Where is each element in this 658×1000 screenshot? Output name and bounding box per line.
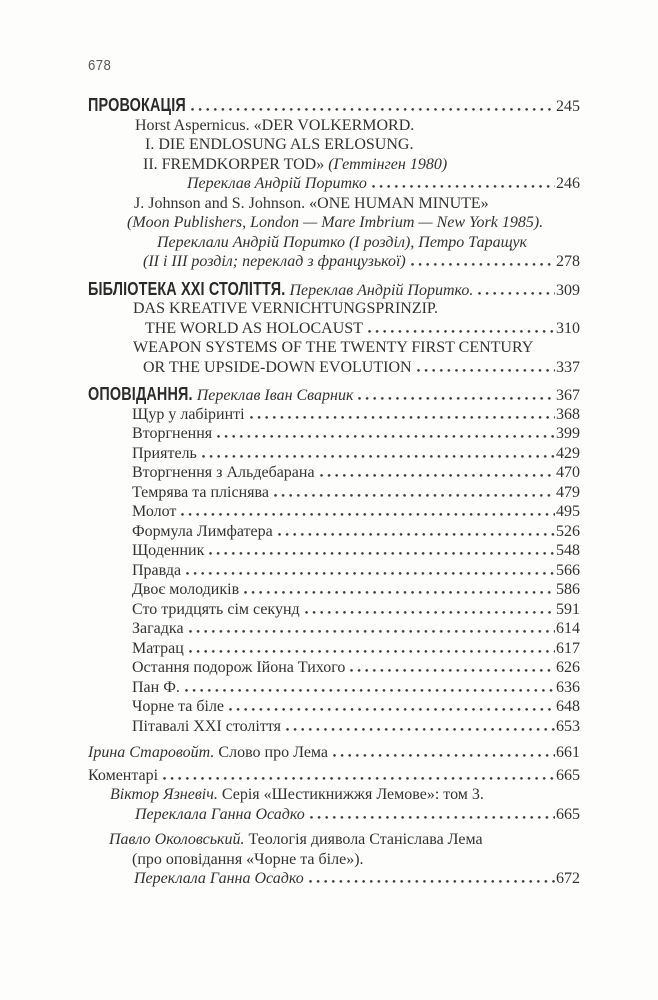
toc-heading-text: ОПОВІДАННЯ. <box>88 384 193 404</box>
toc-entry <box>132 639 184 659</box>
dot-leader <box>305 609 555 614</box>
toc-entry <box>132 541 204 561</box>
table-of-contents <box>88 96 580 889</box>
toc-row <box>88 194 580 214</box>
toc-page-number: 470 <box>556 464 580 481</box>
toc-row <box>88 541 580 561</box>
toc-entry <box>132 619 184 639</box>
toc-entry-text: Чорне та біле <box>132 698 225 715</box>
dot-leader <box>181 511 555 516</box>
toc-entry-text: Переклали Андрій Поритко (І розділ), Петро Таращук <box>157 233 528 251</box>
toc-entry <box>132 658 345 678</box>
toc-row <box>88 299 580 319</box>
toc-page-number: 246 <box>556 175 580 192</box>
toc-row <box>88 252 580 272</box>
dot-leader <box>309 878 555 883</box>
toc-entry <box>143 252 406 272</box>
toc-row <box>88 280 580 300</box>
dot-leader <box>286 726 555 731</box>
toc-entry <box>135 116 414 136</box>
toc-entry-text: Щур у лабіринті <box>132 405 245 423</box>
toc-entry <box>109 830 483 850</box>
toc-entry <box>132 444 197 464</box>
toc-entry-text: OR THE UPSIDE-DOWN EVOLUTION <box>143 358 412 376</box>
toc-entry <box>132 580 239 600</box>
toc-entry <box>187 174 367 194</box>
toc-entry-text: Переклав Андрій Поритко <box>187 175 367 192</box>
toc-page-number: 566 <box>556 561 580 579</box>
toc-entry-text: Щоденник <box>132 542 205 559</box>
toc-page-number: 591 <box>556 600 580 618</box>
toc-page-number: 495 <box>556 503 580 520</box>
toc-entry <box>133 338 533 358</box>
toc-entry-text: Загадка <box>132 620 184 637</box>
dot-leader <box>189 628 555 633</box>
toc-row <box>88 619 580 639</box>
toc-page-number: 278 <box>556 253 580 270</box>
toc-entry-text: (Moon Publishers, London — Mare Imbrium — New York 1985). <box>127 214 544 231</box>
toc-row <box>88 424 580 444</box>
toc-entry <box>88 96 186 117</box>
toc-entry-text: Теологія диявола Станіслава Лема <box>244 831 483 848</box>
dot-leader <box>191 106 555 111</box>
toc-entry-text: Переклала Ганна Осадко <box>135 805 305 823</box>
toc-entry <box>132 502 176 522</box>
toc-row <box>88 766 580 786</box>
toc-row <box>88 561 580 581</box>
toc-entry <box>157 233 527 253</box>
dot-leader <box>358 395 555 400</box>
toc-page-number: 337 <box>556 358 580 376</box>
toc-page-number: 310 <box>556 319 580 337</box>
dot-leader <box>411 261 555 266</box>
toc-page-number: 614 <box>556 620 580 637</box>
toc-row <box>88 830 580 850</box>
dot-leader <box>186 570 555 575</box>
toc-page-number: 626 <box>556 659 580 676</box>
toc-row <box>88 580 580 600</box>
toc-entry-text: Матрац <box>132 639 184 657</box>
toc-row <box>88 135 580 155</box>
toc-entry-text: Вторгнення з Альдебарана <box>132 464 315 481</box>
toc-page-number: 479 <box>556 483 580 501</box>
toc-entry-text: Молот <box>132 503 177 520</box>
dot-leader <box>278 531 555 536</box>
dot-leader <box>372 183 555 188</box>
toc-heading-text: БІБЛІОТЕКА XXI СТОЛІТТЯ. <box>88 278 286 299</box>
toc-row <box>88 174 580 194</box>
toc-row <box>88 405 580 425</box>
toc-entry-text: Формула Лимфатера <box>132 522 273 540</box>
toc-entry <box>132 483 269 503</box>
toc-entry-text: Коментарі <box>88 766 159 784</box>
toc-page-number: 617 <box>556 639 580 657</box>
toc-page-number: 665 <box>556 766 580 784</box>
toc-entry <box>110 785 484 805</box>
toc-entry-text: J. Johnson and S. Johnson. «ONE HUMAN MINUTE» <box>134 194 489 212</box>
toc-page-number: 367 <box>556 387 580 404</box>
toc-page-number: 548 <box>556 542 580 559</box>
toc-entry-text: Ірина Старовойт. <box>88 744 215 761</box>
toc-page-number: 672 <box>556 870 580 887</box>
toc-entry <box>132 678 180 698</box>
dot-leader <box>320 472 555 477</box>
toc-entry <box>88 385 353 406</box>
toc-entry-text: Horst Aspernicus. «DER VOLKERMORD. <box>135 116 415 134</box>
toc-entry-text: Переклав Іван Сварник <box>192 387 354 404</box>
toc-entry-text: Переклав Андрій Поритко. <box>285 281 474 299</box>
toc-entry-text: THE WORLD AS HOLOCAUST <box>145 319 363 337</box>
toc-row <box>88 444 580 464</box>
toc-page-number: 526 <box>556 522 580 540</box>
toc-entry <box>134 869 304 889</box>
toc-page-number: 661 <box>556 744 580 761</box>
toc-entry <box>132 850 364 870</box>
toc-entry <box>88 280 473 301</box>
dot-leader <box>202 453 555 458</box>
toc-row <box>88 358 580 378</box>
toc-page-number: 429 <box>556 444 580 462</box>
toc-heading-text: ПРОВОКАЦІЯ <box>88 95 186 115</box>
toc-page-number: 636 <box>556 678 580 696</box>
toc-entry <box>145 319 363 339</box>
toc-entry-text: Серія «Шестикнижжя Лемове»: том 3. <box>217 786 484 803</box>
toc-entry <box>133 299 438 319</box>
toc-entry-text: Остання подорож Ійона Тихого <box>132 659 346 676</box>
toc-row <box>88 213 580 233</box>
dot-leader <box>185 687 555 692</box>
toc-entry-text: Слово про Лема <box>214 744 329 761</box>
toc-entry-text: Приятель <box>132 444 197 462</box>
dot-leader <box>274 492 555 497</box>
toc-row <box>88 522 580 542</box>
dot-leader <box>368 328 555 333</box>
dot-leader <box>217 433 555 438</box>
toc-row <box>88 96 580 116</box>
toc-page-number: 665 <box>556 805 580 823</box>
toc-entry-text: Темрява та пліснява <box>132 483 269 501</box>
toc-entry-text: Павло Околовський. <box>109 831 245 848</box>
toc-entry-text: Вторгнення <box>132 425 213 442</box>
toc-page-number: 245 <box>556 98 580 115</box>
toc-row <box>88 502 580 522</box>
toc-entry-text: WEAPON SYSTEMS OF THE TWENTY FIRST CENTURY <box>133 339 534 356</box>
toc-entry <box>132 463 315 483</box>
dot-leader <box>417 367 555 372</box>
toc-row <box>88 116 580 136</box>
toc-row <box>88 743 580 763</box>
toc-row <box>88 805 580 825</box>
toc-entry <box>88 743 328 763</box>
dot-leader <box>250 414 555 419</box>
toc-entry-text: Сто тридцять сім секунд <box>132 600 300 618</box>
toc-entry <box>132 424 212 444</box>
toc-row <box>88 600 580 620</box>
toc-row <box>88 155 580 175</box>
toc-row <box>88 385 580 405</box>
toc-entry <box>132 405 245 425</box>
toc-entry-text: (про оповідання «Чорне та біле»). <box>132 850 364 868</box>
toc-entry <box>135 805 305 825</box>
toc-row <box>88 717 580 737</box>
toc-entry <box>132 561 181 581</box>
dot-leader <box>333 752 555 757</box>
toc-row <box>88 785 580 805</box>
toc-row <box>88 850 580 870</box>
page-number-folio: 678 <box>88 57 112 74</box>
dot-leader <box>209 550 555 555</box>
toc-entry-text: Пан Ф. <box>132 678 180 696</box>
toc-row <box>88 483 580 503</box>
toc-entry <box>143 155 447 175</box>
toc-page-number: 399 <box>556 425 580 442</box>
toc-entry-text: Правда <box>132 561 182 579</box>
toc-entry <box>132 697 224 717</box>
toc-row <box>88 463 580 483</box>
dot-leader <box>229 706 555 711</box>
toc-entry-text: Двоє молодиків <box>132 581 240 598</box>
toc-entry <box>143 358 412 378</box>
toc-row <box>88 319 580 339</box>
toc-entry-text: DAS KREATIVE VERNICHTUNGSPRINZIP. <box>133 300 439 317</box>
toc-row <box>88 233 580 253</box>
toc-row <box>88 658 580 678</box>
toc-page-number: 586 <box>556 581 580 598</box>
toc-entry <box>134 194 489 214</box>
toc-entry-text: (ІІ і ІІІ розділ; переклад з французької) <box>143 253 406 270</box>
toc-page-number: 368 <box>556 405 580 423</box>
toc-page-number: 648 <box>556 698 580 715</box>
toc-row <box>88 639 580 659</box>
toc-row <box>88 697 580 717</box>
toc-row <box>88 338 580 358</box>
toc-entry <box>132 522 273 542</box>
toc-entry-text: II. FREMDKORPER TOD» <box>143 155 329 173</box>
toc-entry <box>88 766 158 786</box>
dot-leader <box>310 814 555 819</box>
toc-row <box>88 678 580 698</box>
toc-page-number: 309 <box>556 281 580 299</box>
toc-entry-text: Віктор Язневіч. <box>110 786 218 803</box>
toc-entry <box>132 600 300 620</box>
dot-leader <box>189 648 555 653</box>
toc-entry-text: (Геттінген 1980) <box>328 155 448 173</box>
dot-leader <box>478 290 555 295</box>
toc-entry <box>132 717 281 737</box>
toc-entry-text: Переклала Ганна Осадко <box>134 870 304 887</box>
toc-entry <box>127 213 543 233</box>
toc-entry <box>145 135 413 155</box>
toc-row <box>88 869 580 889</box>
toc-entry-text: Пітавалі XXI століття <box>132 717 281 735</box>
dot-leader <box>163 775 555 780</box>
toc-entry-text: I. DIE ENDLOSUNG ALS ERLOSUNG. <box>145 136 414 153</box>
dot-leader <box>350 667 555 672</box>
dot-leader <box>244 589 555 594</box>
toc-page-number: 653 <box>556 717 580 735</box>
